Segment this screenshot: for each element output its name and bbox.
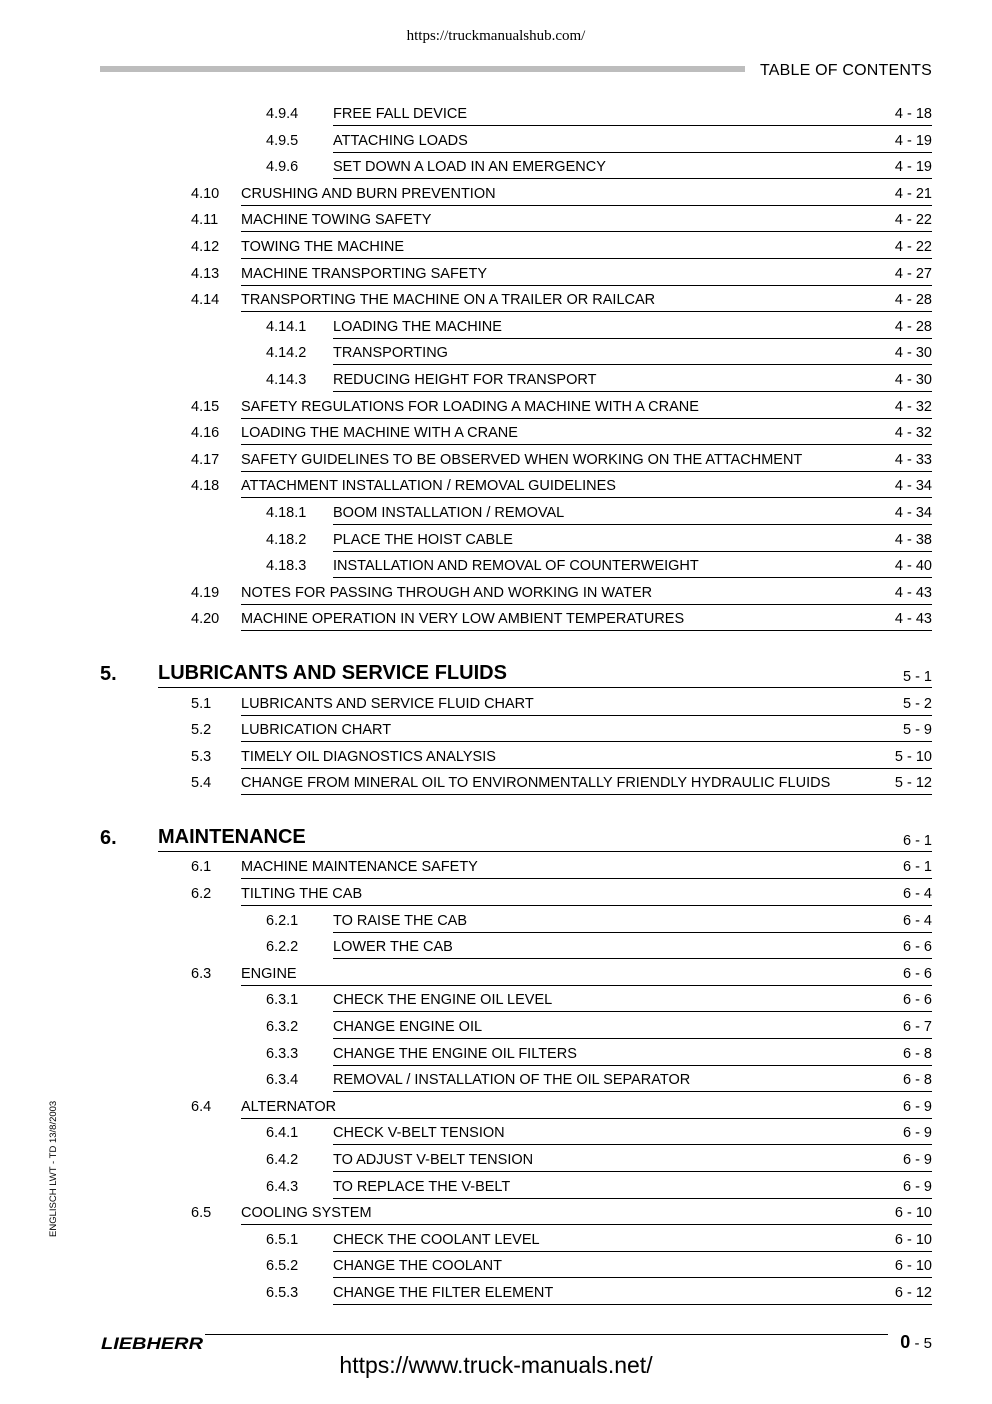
toc-title: TOWING THE MACHINE <box>241 239 404 255</box>
toc-title-line <box>333 932 932 959</box>
toc-page: 6 - 6 <box>902 965 932 982</box>
toc-page: 4 - 27 <box>894 265 932 282</box>
toc-number: 6.3.3 <box>266 1045 299 1062</box>
toc-title-line <box>241 1092 932 1119</box>
toc-entry[interactable] <box>0 604 992 631</box>
toc-title: CHANGE THE COOLANT <box>333 1258 502 1275</box>
toc-title-line <box>333 1278 932 1305</box>
toc-entry[interactable] <box>0 152 992 179</box>
toc-entry[interactable] <box>0 285 992 312</box>
toc-entry[interactable] <box>0 715 992 742</box>
side-note: ENGLISCH LWT - TD 13/8/2003 <box>48 1100 59 1237</box>
page-number: - 5 <box>910 1335 932 1352</box>
toc-title-line <box>333 551 932 578</box>
toc-title-line <box>333 1065 932 1092</box>
toc-number: 6.2.1 <box>266 912 299 929</box>
toc-number: 5.4 <box>191 775 212 792</box>
toc-entry[interactable] <box>0 1039 992 1066</box>
toc-entry[interactable] <box>0 1278 992 1305</box>
toc-title-line <box>241 604 932 631</box>
toc-title-line <box>241 285 932 312</box>
svg-text:LIEBHERR: LIEBHERR <box>101 1335 204 1351</box>
toc-entry[interactable] <box>0 471 992 498</box>
toc-entry[interactable] <box>0 1145 992 1172</box>
toc-title: LUBRICANTS AND SERVICE FLUID CHART <box>241 695 534 712</box>
chapter-number: 0 <box>900 1332 911 1352</box>
toc-number: 4.18.2 <box>266 531 307 548</box>
toc-entry[interactable] <box>0 1012 992 1039</box>
toc-title: LUBRICANTS AND SERVICE FLUIDS <box>158 662 507 684</box>
toc-number: 6. <box>100 826 117 849</box>
toc-title-line <box>241 852 932 879</box>
toc-title-line <box>241 232 932 259</box>
toc-title: PLACE THE HOIST CABLE <box>333 531 513 548</box>
toc-number: 4.14.3 <box>266 372 307 388</box>
toc-title: ALTERNATOR <box>241 1098 337 1115</box>
toc-page: 4 - 33 <box>894 451 932 468</box>
toc-number: 5.3 <box>191 748 212 765</box>
toc-title: MACHINE OPERATION IN VERY LOW AMBIENT TEMPERATURES <box>241 611 685 628</box>
toc-title-line <box>333 906 932 933</box>
toc-page: 6 - 8 <box>902 1072 932 1089</box>
toc-number: 4.13 <box>191 265 220 282</box>
toc-number: 4.14.1 <box>266 318 307 335</box>
toc-number: 6.5.1 <box>266 1231 299 1248</box>
toc-entry[interactable] <box>0 985 992 1012</box>
toc-entry[interactable] <box>0 1251 992 1278</box>
toc-title-line <box>333 126 932 153</box>
toc-page: 6 - 9 <box>902 1125 932 1142</box>
toc-title: TO ADJUST V-BELT TENSION <box>333 1152 534 1168</box>
toc-page: 4 - 28 <box>894 318 932 335</box>
toc-chapter[interactable] <box>0 661 992 688</box>
toc-page: 6 - 10 <box>894 1258 932 1275</box>
toc-title: ATTACHING LOADS <box>333 132 468 149</box>
toc-page: 4 - 21 <box>894 185 932 202</box>
toc-number: 4.20 <box>191 611 220 628</box>
toc-number: 4.9.4 <box>266 106 299 122</box>
toc-number: 4.17 <box>191 451 220 468</box>
toc-title: ENGINE <box>241 965 297 982</box>
toc-title: CHECK V-BELT TENSION <box>333 1125 505 1142</box>
toc-entry[interactable] <box>0 498 992 525</box>
toc-number: 6.5.3 <box>266 1285 299 1301</box>
toc-title: CHANGE THE ENGINE OIL FILTERS <box>333 1045 577 1062</box>
toc-entry[interactable] <box>0 525 992 552</box>
toc-page: 6 - 6 <box>902 939 932 956</box>
toc-page: 4 - 43 <box>894 584 932 601</box>
toc-page: 4 - 19 <box>894 159 932 176</box>
toc-page: 6 - 1 <box>902 859 932 876</box>
toc-page: 4 - 30 <box>894 345 932 362</box>
toc-entry[interactable] <box>0 1092 992 1119</box>
toc-page: 5 - 1 <box>902 669 932 685</box>
toc-page: 6 - 10 <box>894 1231 932 1248</box>
toc-title: TILTING THE CAB <box>241 886 363 902</box>
toc-number: 4.16 <box>191 425 220 442</box>
toc-page: 4 - 34 <box>894 505 932 521</box>
toc-number: 4.18.1 <box>266 505 307 521</box>
toc-title: MAINTENANCE <box>158 825 306 848</box>
toc-entry[interactable] <box>0 742 992 769</box>
toc-title: CHECK THE ENGINE OIL LEVEL <box>333 992 553 1009</box>
toc-entry[interactable] <box>0 689 992 716</box>
toc-title-line <box>241 689 932 716</box>
toc-title: MACHINE MAINTENANCE SAFETY <box>241 859 478 876</box>
toc-title-line <box>333 152 932 179</box>
toc-entry[interactable] <box>0 1172 992 1199</box>
toc-title: TO REPLACE THE V-BELT <box>333 1178 511 1195</box>
toc-entry[interactable] <box>0 205 992 232</box>
toc-number: 4.18.3 <box>266 558 307 575</box>
toc-title-line <box>241 768 932 795</box>
toc-title: CHANGE ENGINE OIL <box>333 1019 483 1035</box>
toc-title: SAFETY REGULATIONS FOR LOADING A MACHINE WITH A CRANE <box>241 398 699 415</box>
toc-number: 6.4.1 <box>266 1125 299 1142</box>
toc-title-line <box>241 715 932 742</box>
toc-page: 5 - 10 <box>894 748 932 765</box>
toc-number: 6.3.2 <box>266 1019 299 1035</box>
toc-entry[interactable] <box>0 259 992 286</box>
toc-number: 5.1 <box>191 695 212 712</box>
toc-title-line <box>333 312 932 339</box>
toc-page: 4 - 38 <box>894 531 932 548</box>
brand-logo <box>100 1335 204 1351</box>
toc-title-line <box>241 259 932 286</box>
toc-title-line <box>241 879 932 906</box>
toc-entry[interactable] <box>0 1065 992 1092</box>
toc-title: LUBRICATION CHART <box>241 722 392 739</box>
toc-title-line <box>241 742 932 769</box>
toc-title-line <box>241 959 932 986</box>
toc-title: TRANSPORTING THE MACHINE ON A TRAILER OR RAILCAR <box>241 292 656 309</box>
toc-number: 6.4.2 <box>266 1152 299 1168</box>
toc-title: BOOM INSTALLATION / REMOVAL <box>333 505 565 521</box>
toc-title-line <box>333 1225 932 1252</box>
toc-title: TRANSPORTING <box>333 345 448 362</box>
toc-title: CHECK THE COOLANT LEVEL <box>333 1231 540 1248</box>
toc-entry[interactable] <box>0 126 992 153</box>
toc-page: 6 - 12 <box>894 1285 932 1301</box>
toc-number: 5. <box>100 663 117 685</box>
toc-page: 6 - 10 <box>894 1205 932 1222</box>
toc-title-line <box>241 578 932 605</box>
toc-number: 6.1 <box>191 859 212 876</box>
toc-entry[interactable] <box>0 1225 992 1252</box>
toc-title-line <box>241 418 932 445</box>
toc-entry[interactable] <box>0 959 992 986</box>
toc-number: 4.15 <box>191 398 220 415</box>
toc-entry[interactable] <box>0 179 992 206</box>
toc-title-line <box>333 365 932 392</box>
toc-number: 6.3.4 <box>266 1072 299 1089</box>
toc-number: 6.3 <box>191 965 212 982</box>
toc-entry[interactable] <box>0 551 992 578</box>
toc-title-line <box>333 1118 932 1145</box>
toc-entry[interactable] <box>0 365 992 392</box>
toc-page: 6 - 7 <box>902 1019 932 1035</box>
toc-title: CHANGE THE FILTER ELEMENT <box>333 1285 554 1301</box>
toc-title: TO RAISE THE CAB <box>333 912 468 929</box>
toc-title-line <box>333 1039 932 1066</box>
toc-number: 5.2 <box>191 722 212 739</box>
toc-entry[interactable] <box>0 932 992 959</box>
toc-entry[interactable] <box>0 852 992 879</box>
toc-page: 5 - 2 <box>902 695 932 712</box>
toc-entry[interactable] <box>0 879 992 906</box>
toc-title: TIMELY OIL DIAGNOSTICS ANALYSIS <box>241 748 496 765</box>
toc-title-line <box>333 338 932 365</box>
toc-title-line <box>241 179 932 206</box>
toc-number: 4.18 <box>191 478 220 495</box>
toc-page: 6 - 1 <box>902 832 932 849</box>
toc-page: 6 - 4 <box>902 886 932 902</box>
toc-title: REDUCING HEIGHT FOR TRANSPORT <box>333 372 597 388</box>
toc-page: 4 - 28 <box>894 292 932 309</box>
toc-entry[interactable] <box>0 445 992 472</box>
toc-page: 4 - 32 <box>894 425 932 442</box>
toc-title: MACHINE TOWING SAFETY <box>241 212 432 229</box>
toc-page: 6 - 9 <box>902 1098 932 1115</box>
toc-entry[interactable] <box>0 392 992 419</box>
toc-number: 4.14.2 <box>266 345 307 362</box>
header-bar <box>100 66 745 72</box>
section-title: TABLE OF CONTENTS <box>759 62 932 79</box>
toc-entry[interactable] <box>0 1198 992 1225</box>
toc-title: COOLING SYSTEM <box>241 1205 372 1222</box>
toc-page: 6 - 9 <box>902 1178 932 1195</box>
toc-title: FREE FALL DEVICE <box>333 106 468 122</box>
toc-page: 4 - 18 <box>894 106 932 122</box>
top-url: https://truckmanualshub.com/ <box>406 28 586 44</box>
toc-title-line <box>333 99 932 126</box>
toc-number: 4.14 <box>191 292 220 309</box>
toc-title: INSTALLATION AND REMOVAL OF COUNTERWEIGHT <box>333 558 699 575</box>
toc-title-line <box>333 1172 932 1199</box>
toc-number: 6.4.3 <box>266 1178 299 1195</box>
toc-title-line <box>333 985 932 1012</box>
toc-entry[interactable] <box>0 418 992 445</box>
toc-page: 4 - 43 <box>894 611 932 628</box>
toc-page: 6 - 9 <box>902 1152 932 1168</box>
toc-number: 6.4 <box>191 1098 212 1115</box>
toc-title-line <box>333 525 932 552</box>
toc-number: 6.2.2 <box>266 939 299 956</box>
toc-title-line <box>333 1145 932 1172</box>
toc-entry[interactable] <box>0 768 992 795</box>
toc-page: 4 - 40 <box>894 558 932 575</box>
toc-title: NOTES FOR PASSING THROUGH AND WORKING IN WATER <box>241 584 653 601</box>
toc-page: 6 - 6 <box>902 992 932 1009</box>
toc-title: ATTACHMENT INSTALLATION / REMOVAL GUIDELINES <box>241 478 616 495</box>
toc-number: 4.11 <box>191 212 219 229</box>
toc-number: 4.9.6 <box>266 159 299 176</box>
toc-title-line <box>333 1012 932 1039</box>
toc-title-line <box>241 445 932 472</box>
toc-entry[interactable] <box>0 578 992 605</box>
toc-page: 5 - 12 <box>894 775 932 792</box>
toc-page: 5 - 9 <box>902 722 932 739</box>
toc-entry[interactable] <box>0 338 992 365</box>
toc-title-line <box>241 392 932 419</box>
toc-title: SET DOWN A LOAD IN AN EMERGENCY <box>333 159 606 176</box>
toc-number: 6.3.1 <box>266 992 299 1009</box>
toc-title-line <box>333 498 932 525</box>
toc-title-line <box>158 659 932 688</box>
toc-number: 6.5.2 <box>266 1258 299 1275</box>
toc-page: 4 - 30 <box>894 372 932 388</box>
toc-title-line <box>241 205 932 232</box>
toc-entry[interactable] <box>0 906 992 933</box>
toc-title: CRUSHING AND BURN PREVENTION <box>241 185 496 202</box>
toc-title: CHANGE FROM MINERAL OIL TO ENVIRONMENTALLY FRIENDLY HYDRAULIC FLUIDS <box>241 775 831 792</box>
toc-entry[interactable] <box>0 1118 992 1145</box>
toc-title: LOWER THE CAB <box>333 939 453 956</box>
toc-title-line <box>241 471 932 498</box>
toc-number: 6.5 <box>191 1205 212 1222</box>
toc-page: 4 - 19 <box>894 132 932 149</box>
toc-page: 4 - 22 <box>894 212 932 229</box>
toc-page: 4 - 34 <box>894 478 932 495</box>
footer-rule <box>205 1334 888 1335</box>
toc-title: MACHINE TRANSPORTING SAFETY <box>241 265 487 282</box>
toc-page: 4 - 32 <box>894 398 932 415</box>
bottom-url: https://www.truck-manuals.net/ <box>339 1352 653 1378</box>
toc-number: 4.19 <box>191 584 220 601</box>
toc-title-line <box>158 823 932 852</box>
toc-page: 4 - 22 <box>894 239 932 255</box>
toc-title: SAFETY GUIDELINES TO BE OBSERVED WHEN WORKING ON THE ATTACHMENT <box>241 451 803 468</box>
toc-number: 4.12 <box>191 239 220 255</box>
toc-entry[interactable] <box>0 99 992 126</box>
toc-entry[interactable] <box>0 232 992 259</box>
toc-chapter[interactable] <box>0 825 992 852</box>
toc-title: LOADING THE MACHINE <box>333 318 502 335</box>
toc-entry[interactable] <box>0 312 992 339</box>
toc-number: 6.2 <box>191 886 212 902</box>
toc-number: 4.10 <box>191 185 220 202</box>
toc-title: REMOVAL / INSTALLATION OF THE OIL SEPARATOR <box>333 1072 691 1089</box>
toc-page: 6 - 8 <box>902 1045 932 1062</box>
toc-title-line <box>241 1198 932 1225</box>
toc-number: 4.9.5 <box>266 132 299 149</box>
toc-page: 6 - 4 <box>902 912 932 929</box>
footer-page-number <box>900 1332 932 1353</box>
toc-title: LOADING THE MACHINE WITH A CRANE <box>241 425 518 442</box>
toc-title-line <box>333 1251 932 1278</box>
